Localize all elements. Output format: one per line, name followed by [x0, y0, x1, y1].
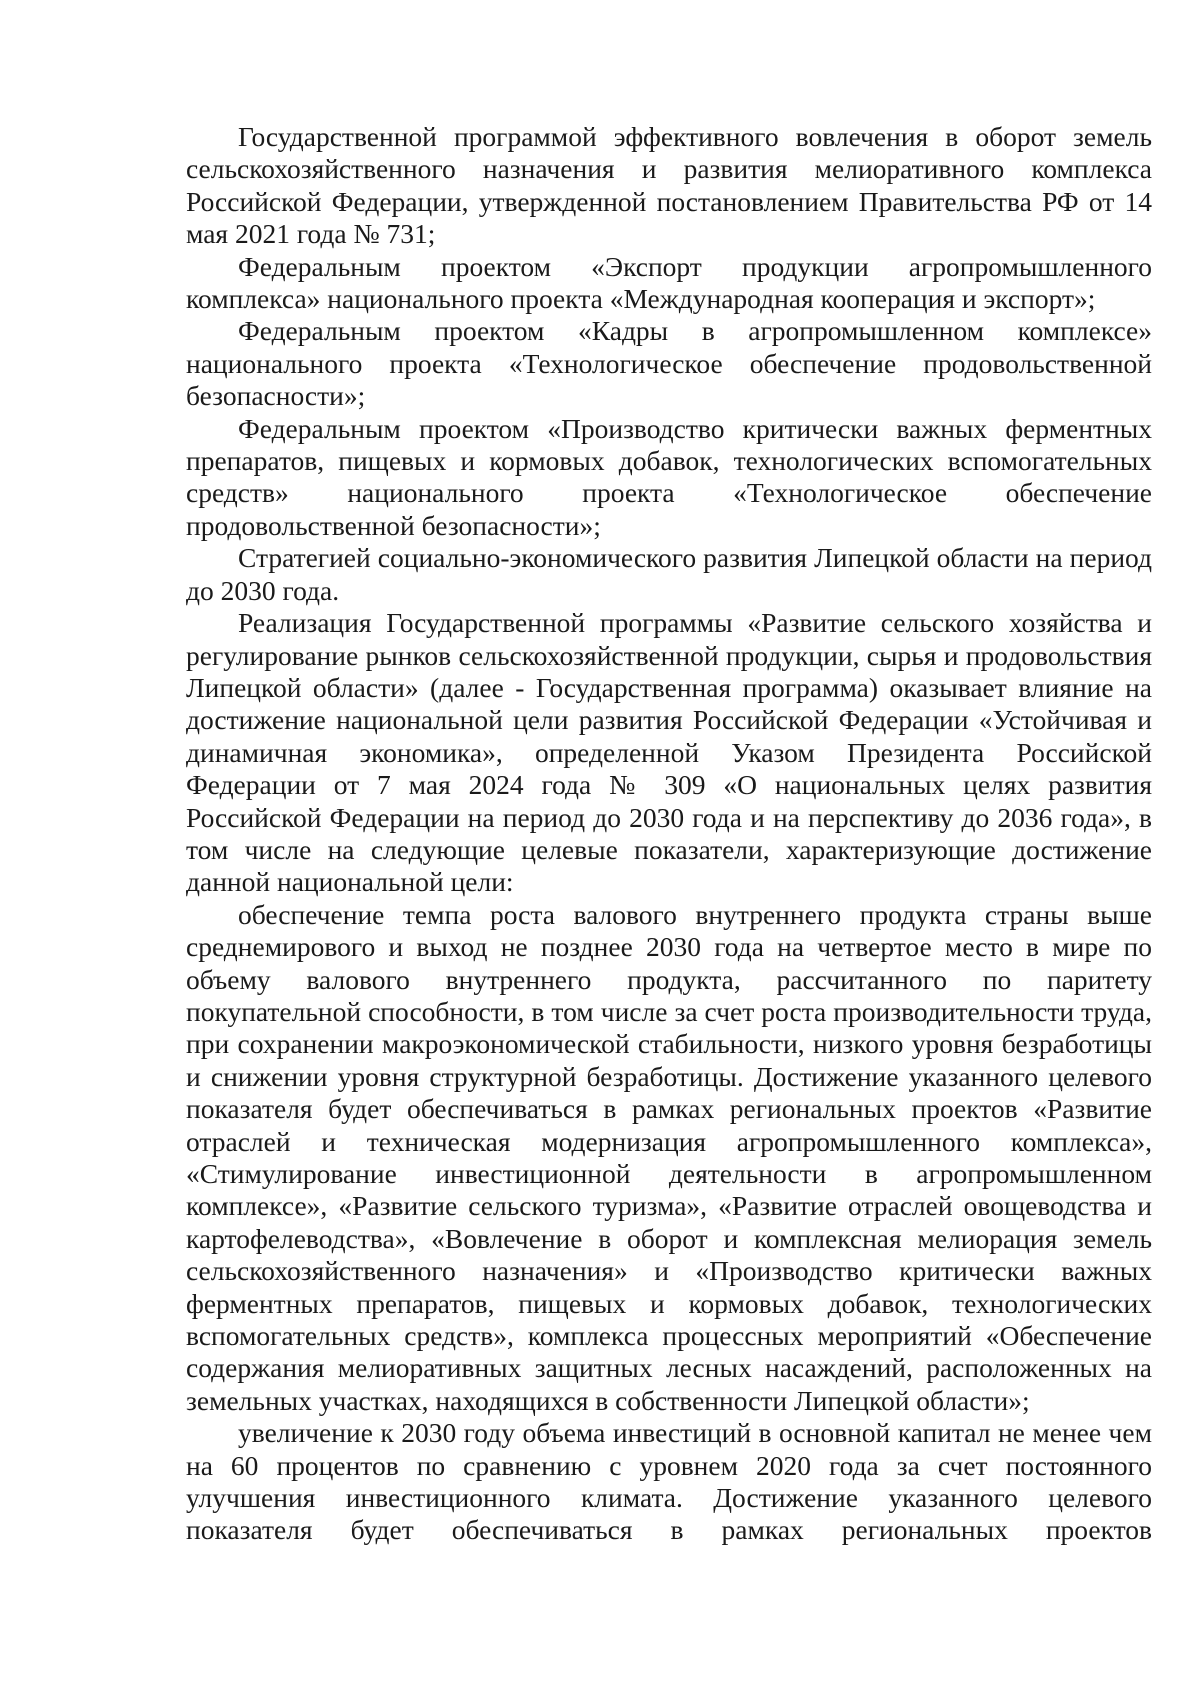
document-page	[186, 121, 1152, 1547]
paragraph-state-program-land: Государственной программой эффективного вовлечения в оборот земель сельскохозяйственного назначения и развития мелиоративного комплекса Российской Федерации, утвержденной постановлением Правительства РФ от 14 мая 2021 года № 731;	[186, 121, 1152, 250]
paragraph-investment-target: увеличение к 2030 году объема инвестиций в основной капитал не менее чем на 60 процентов по сравнению с уровнем 2020 года за счет постоянного улучшения инвестиционного климата. Достижение указанного целевого показателя будет обеспечиваться в рамках региональных проектов	[186, 1417, 1152, 1546]
paragraph-federal-project-enzymes: Федеральным проектом «Производство критически важных ферментных препаратов, пищевых и кормовых добавок, технологических вспомогательных средств» национального проекта «Технологическое обеспечение продовольственной безопасности»;	[186, 412, 1152, 541]
paragraph-lipetsk-strategy: Стратегией социально-экономического развития Липецкой области на период до 2030 года.	[186, 542, 1152, 606]
paragraph-federal-project-export: Федеральным проектом «Экспорт продукции агропромышленного комплекса» национального проекта «Международная кооперация и экспорт»;	[186, 250, 1152, 315]
paragraph-program-implementation: Реализация Государственной программы «Развитие сельского хозяйства и регулирование рынков сельскохозяйственной продукции, сырья и продовольствия Липецкой области» (далее - Государственная программа) оказывает влияние на достижение национальной цели развития Российской Федерации «Устойчивая и динамичная экономика», определенной Указом Президента Российской Федерации от 7 мая 2024 года № 309 «О национальных целях развития Российской Федерации на период до 2030 года и на перспективу до 2036 года», в том числе на следующие целевые показатели, характеризующие достижение данной национальной цели:	[186, 607, 1152, 898]
paragraph-federal-project-personnel: Федеральным проектом «Кадры в агропромышленном комплексе» национального проекта «Технологическое обеспечение продовольственной безопасности»;	[186, 315, 1152, 412]
paragraph-gdp-growth-target: обеспечение темпа роста валового внутреннего продукта страны выше среднемирового и выход не позднее 2030 года на четвертое место в мире по объему валового внутреннего продукта, рассчитанного по паритету покупательной способности, в том числе за счет роста производительности труда, при сохранении макроэкономической стабильности, низкого уровня безработицы и снижении уровня структурной безработицы. Достижение указанного целевого показателя будет обеспечиваться в рамках региональных проектов «Развитие отраслей и техническая модернизация агропромышленного комплекса», «Стимулирование инвестиционной деятельности в агропромышленном комплексе», «Развитие сельского туризма», «Развитие отраслей овощеводства и картофелеводства», «Вовлечение в оборот и комплексная мелиорация земель сельскохозяйственного назначения» и «Производство критически важных ферментных препаратов, пищевых и кормовых добавок, технологических вспомогательных средств», комплекса процессных мероприятий «Обеспечение содержания мелиоративных защитных лесных насаждений, расположенных на земельных участках, находящихся в собственности Липецкой области»;	[186, 898, 1152, 1416]
